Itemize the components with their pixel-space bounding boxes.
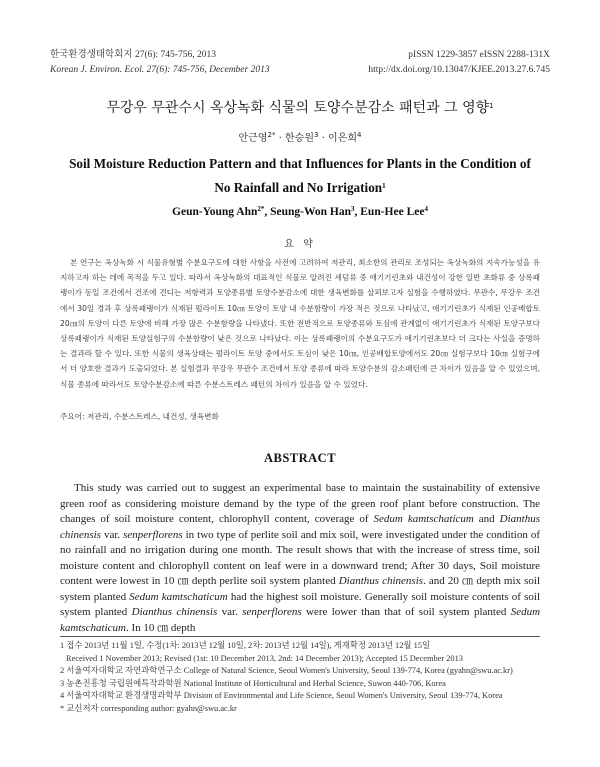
journal-header-left (50, 48, 270, 78)
authors-english (0, 206, 600, 218)
abstract-english-body (60, 481, 540, 636)
title-english-footnote-mark: 1 (382, 182, 386, 190)
author-ko-3: 이은희 (328, 133, 357, 144)
author-en-separator: , (264, 206, 271, 218)
abstract-english-heading: ABSTRACT (263, 451, 337, 465)
abstract-text: and (473, 513, 500, 525)
abstract-text: had the highest soil moisture. Generally soil moisture contents of soil system planted (60, 590, 541, 618)
abstract-text: . and 20 ㎝ depth mix soil system planted (60, 575, 541, 603)
species-name: Sedum kamtschaticum (60, 606, 541, 634)
title-english (60, 152, 540, 200)
footnote-3: 3 농촌진흥청 국립원예특작과학원 National Institute of Horticultural and Herbal Science, Suwon 440-706, Korea (60, 678, 446, 688)
keywords-korean: 주요어: 저관리, 수분스트레스, 내건성, 생육변화 (60, 412, 219, 421)
journal-citation-english: Korean J. Environ. Ecol. 27(6): 745-756, December 2013 (50, 65, 270, 75)
author-ko-3-mark: 4 (357, 131, 362, 139)
footnote-2: 2 서울여자대학교 자연과학연구소 College of Natural Science, Seoul Women's University, Seoul 139-774, Korea (gyahn@swu.ac.kr) (60, 666, 513, 676)
author-ko-2: 한승원 (285, 133, 314, 144)
footnote-4: 4 서울여자대학교 환경생명과학부 Division of Environmental and Life Science, Seoul Women's University, Seoul 139-774, Korea (60, 691, 503, 701)
abstract-text: in two type of perlite soil and mix soil, were investigated under the condition of no rainfall and no irrigation during one month. The result shows that with the increase of stress time, soil moisture content and chlorophyll content on leaf were in a downward trend; After 30 days, Soil moisture content were lowest in 10 ㎝ depth perlite soil system planted (60, 528, 540, 587)
species-name: Sedum kamtschaticum (129, 590, 228, 603)
author-en-separator: , (354, 206, 361, 218)
title-english-line1: Soil Moisture Reduction Pattern and that Influences for Plants in the Condition of (69, 156, 531, 171)
abstract-text: var. (217, 606, 243, 618)
abstract-korean-body: 본 연구는 옥상녹화 시 식물유형별 수분요구도에 대한 사항을 사전에 고려하여 저관리, 최소한의 관리로 조성되는 옥상녹화의 지속가능성을 유지하고자 하는 데에 목적을 두고 있다. 따라서 옥상녹화의 대표적인 식물로 알려진 세덤류 중 애기기린초와 내건성이 강한 일반 초화류 중 상록패랭이가 동일 조건에서 건조에 견디는 저항력과 토양종류별 토양수분감소에 대한 생육변화를 살펴보고자 실험을 수행하였다. 무관수, 무강우 조건에서 30일 경과 후 상록패랭이가 식재된 펄라이트 10㎝ 토양이 토양 내 수분함량이 가장 적은 것으로 나타났고, 애기기린초가 식재된 인공배합토 20㎝의 토양이 다른 토양에 비해 가장 많은 수분함량을 나타냈다. 또한 전반적으로 토양종류와 토심에 관계없이 애기기린초가 식재된 토양구보다 상록패랭이가 식재된 토양실험구의 수분함량이 낮은 것으로 나타났다. 이는 상록패랭이의 수분요구도가 애기기린초보다 더 크다는 사실을 증명하는 결과라 할 수 있다. 또한 식물의 생육상태는 펄라이트 토양 중에서도 토심이 낮은 10㎝, 인공배합토양에서도 20㎝ 실험구보다 10㎝ 실험구에서 더 양호한 결과가 도출되었다. 본 실험결과 무강우 무관수 조건에서 토양 종류에 따라 토양수분의 감소패턴에 큰 차이가 있음을 알 수 있었으며, 식물 종류에 따라서도 토양수분감소에 따른 수분스트레스 패턴의 차이가 있음을 알 수 있었다. (60, 258, 540, 389)
abstract-korean-heading: 요 약 (284, 239, 316, 250)
author-ko-1-mark: 2* (267, 131, 276, 139)
abstract-text: were lower than that of soil system planted (301, 606, 511, 618)
abstract-text: . In 10 ㎝ depth (125, 621, 196, 634)
footnote-corresponding: * 교신저자 corresponding author: gyahn@swu.ac.kr (60, 703, 237, 713)
author-ko-2-mark: 3 (314, 131, 319, 139)
author-en-2-mark: 3 (351, 205, 355, 213)
journal-citation-korean: 한국환경생태학회지 27(6): 745-756, 2013 (50, 50, 216, 60)
title-korean-footnote-mark: 1 (489, 102, 494, 110)
author-ko-separator: · (275, 133, 286, 144)
authors-korean (0, 129, 600, 144)
species-name: Dianthus chinensis (131, 606, 218, 618)
footnote-1: 1 접수 2013년 11월 1일, 수정(1차: 2013년 12월 10일, 2차: 2013년 12월 14일), 게재확정 2013년 12월 15일 (60, 641, 431, 650)
footnote-1-english: Received 1 November 2013; Revised (1st: 10 December 2013, 2nd: 14 December 2013); Accepted 15 December 2013 (66, 653, 463, 663)
author-en-1-mark: 2* (257, 205, 265, 213)
author-en-3: Eun-Hee Lee (360, 206, 425, 218)
species-name: senperflorens (123, 528, 183, 541)
title-korean-text: 무강우 무관수시 옥상녹화 식물의 토양수분감소 패턴과 그 영향 (106, 100, 490, 116)
doi-link[interactable]: http://dx.doi.org/10.13047/KJEE.2013.27.6.745 (368, 65, 550, 75)
footnote-divider (60, 636, 540, 637)
author-en-3-mark: 4 (424, 205, 428, 213)
journal-header-right (368, 48, 550, 78)
abstract-text: This study was carried out to suggest an experimental base to maintain the sustainability of extensive green roof as considering moisture demand by the type of the green roof plant before construction. The changes of soil moisture content, chlorophyll content, coverage of (60, 482, 540, 525)
footnotes (60, 640, 550, 716)
author-ko-1: 안근영 (238, 133, 268, 144)
title-english-line2: No Rainfall and No Irrigation (214, 180, 383, 195)
species-name: Sedum kamtschaticum (373, 513, 474, 525)
species-name: senperflorens (242, 606, 302, 618)
author-en-1: Geun-Young Ahn (172, 206, 258, 218)
species-name: Dianthus chinensis (60, 513, 540, 541)
title-korean (0, 97, 600, 117)
species-name: Dianthus chinensis (338, 575, 424, 587)
abstract-text: var. (100, 528, 124, 541)
title-english-line2-wrap (60, 176, 540, 200)
author-ko-separator: · (318, 133, 329, 144)
issn-line: pISSN 1229-3857 eISSN 2288-131X (408, 50, 550, 60)
author-en-2: Seung-Won Han (270, 206, 351, 218)
